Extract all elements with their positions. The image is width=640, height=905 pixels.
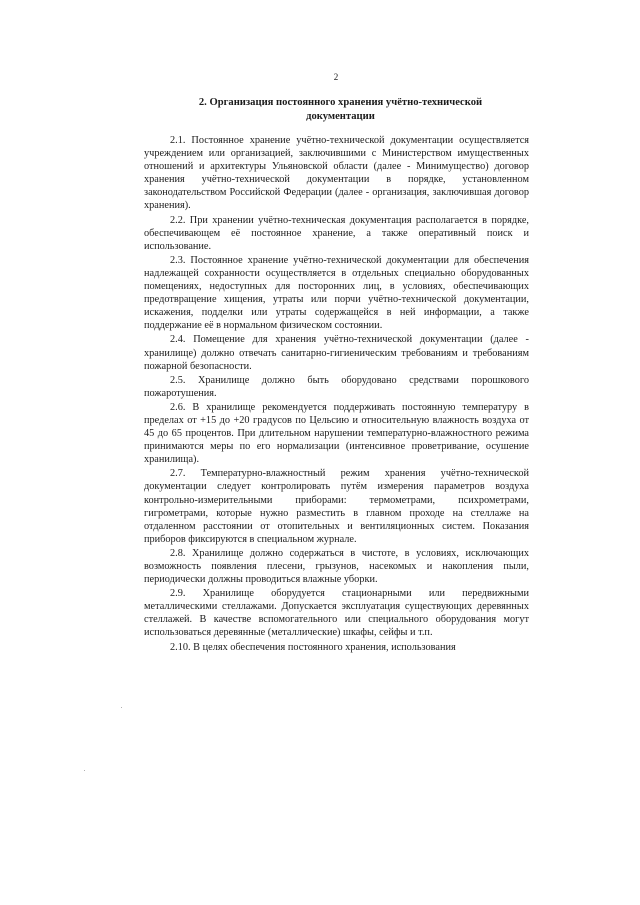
paragraph-2-8: 2.8. Хранилище должно содержаться в чистоте, в условиях, исключающих возможность появления плесени, грызунов, насекомых и накопления пыли, периодически должны проводиться влажные уборки.	[144, 547, 529, 586]
paragraph-2-5: 2.5. Хранилище должно быть оборудовано средствами порошкового пожаротушения.	[144, 374, 529, 399]
scan-speck	[84, 770, 85, 771]
paragraph-2-4: 2.4. Помещение для хранения учётно-технической документации (далее - хранилище) должно отвечать санитарно-гигиеническим требованиям и требованиям пожарной безопасности.	[144, 334, 529, 372]
paragraph-2-7: 2.7. Температурно-влажностный режим хранения учётно-технической документации следует контролировать путём измерения параметров воздуха контрольно-измерительными приборами: термометрами, психрометрами, гигрометрами, которые нужно разместить в главном проходе на стеллаже на отдаленном расстоянии от отопительных и вентиляционных систем. Показания приборов фиксируются в специальном журнале.	[144, 468, 529, 545]
paragraph-2-3: 2.3. Постоянное хранение учётно-технической документации для обеспечения надлежащей сохранности осуществляется в отдельных специально оборудованных помещениях, недоступных для посторонних лиц, в условиях, обеспечивающих предотвращение хищения, утраты или порчи учётно-технической документации, искажения, подделки или утраты содержащейся в ней информации, а также поддержание её в нормальном физическом состоянии.	[144, 254, 529, 332]
paragraph-2-10: 2.10. В целях обеспечения постоянного хранения, использования	[170, 641, 456, 653]
page-number: 2	[333, 72, 339, 82]
document-body	[144, 134, 529, 654]
scan-speck	[121, 707, 122, 708]
section-title: 2. Организация постоянного хранения учётно-технической документации	[198, 97, 483, 122]
paragraph-2-2: 2.2. При хранении учётно-техническая документация располагается в порядке, обеспечивающем её постоянное хранение, а также оперативный поиск и использование.	[144, 214, 529, 252]
paragraph-2-6: 2.6. В хранилище рекомендуется поддерживать постоянную температуру в пределах от +15 до +20 градусов по Цельсию и относительную влажность воздуха от 45 до 65 процентов. При длительном нарушении температурно-влажностного режима принимаются меры по его нормализации (интенсивное проветривание, осушение хранилища).	[144, 401, 529, 466]
paragraph-2-1: 2.1. Постоянное хранение учётно-технической документации осуществляется учреждением или организацией, заключившими с Министерством имущественных отношений и архитектуры Ульяновской области (далее - Минимущество) договор хранения учётно-технической документации в порядке, установленном законодательством Российской Федерации (далее - организация, заключившая договор хранения).	[144, 135, 529, 212]
paragraph-2-9: 2.9. Хранилище оборудуется стационарными или передвижными металлическими стеллажами. Допускается эксплуатация существующих деревянных стеллажей. В качестве вспомогательного или специального оборудования могут использоваться деревянные (металлические) шкафы, сейфы и т.п.	[144, 588, 529, 639]
